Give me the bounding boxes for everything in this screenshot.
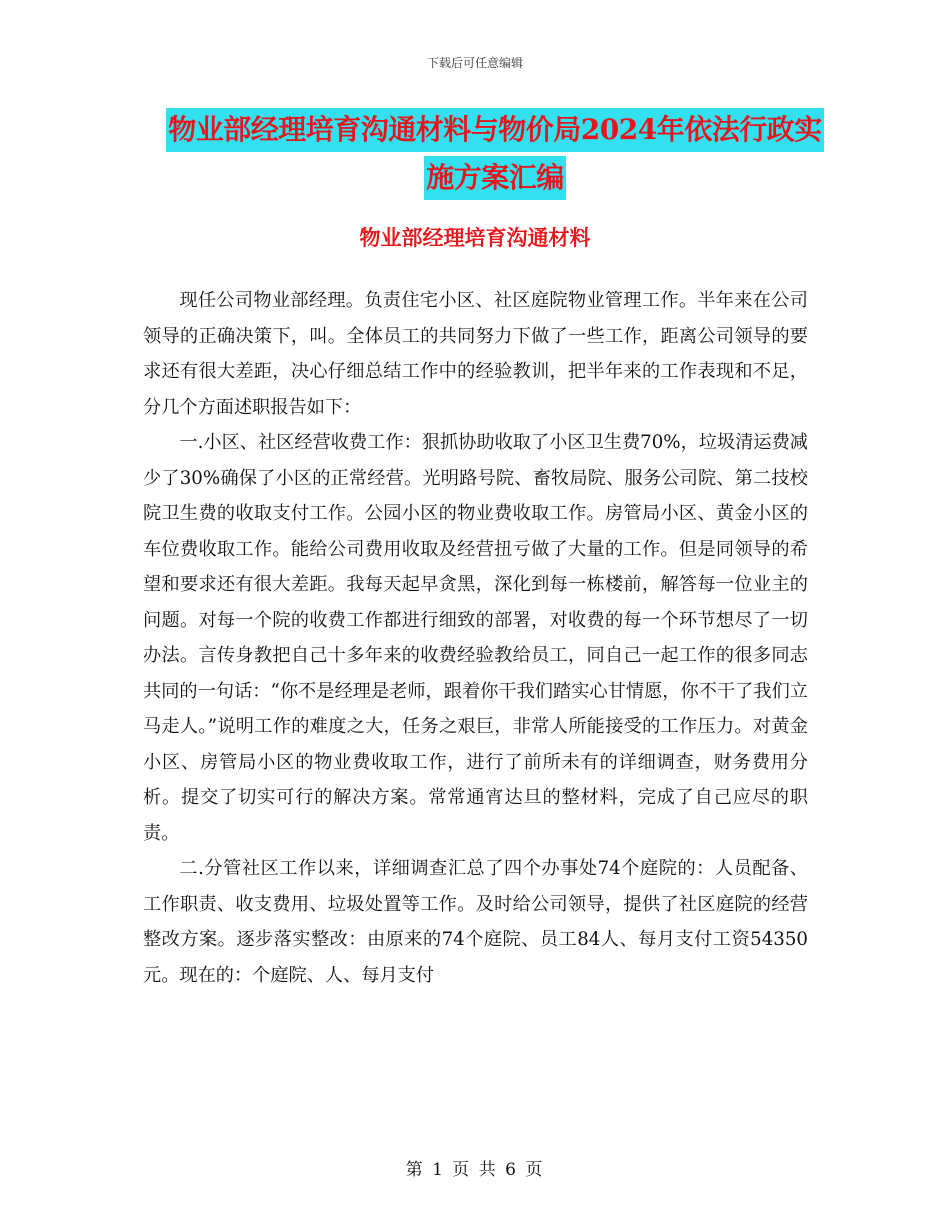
title-line-2: 施方案汇编	[424, 156, 566, 200]
body-text	[143, 283, 808, 993]
paragraph-intro: 现任公司物业部经理。负责住宅小区、社区庭院物业管理工作。半年来在公司领导的正确决策下，叫。全体员工的共同努力下做了一些工作，距离公司领导的要求还有很大差距，决心仔细总结工作中的经验教训，把半年来的工作表现和不足，分几个方面述职报告如下：	[143, 290, 808, 418]
paragraph-item-2: 二.分管社区工作以来，详细调查汇总了四个办事处74个庭院的：人员配备、工作职责、收支费用、垃圾处置等工作。及时给公司领导，提供了社区庭院的经营整改方案。逐步落实整改：由原来的74个庭院、员工84人、每月支付工资54350元。现在的：个庭院、人、每月支付	[143, 858, 808, 986]
paragraph-item-1: 一.小区、社区经营收费工作：狠抓协助收取了小区卫生费70%，垃圾清运费减少了30%确保了小区的正常经营。光明路号院、畜牧局院、服务公司院、第二技校院卫生费的收取支付工作。公园小区的物业费收取工作。房管局小区、黄金小区的车位费收取工作。能给公司费用收取及经营扭亏做了大量的工作。但是同领导的希望和要求还有很大差距。我每天起早贪黑，深化到每一栋楼前，解答每一位业主的问题。对每一个院的收费工作都进行细致的部署，对收费的每一个环节想尽了一切办法。言传身教把自己十多年来的收费经验教给员工，同自己一起工作的很多同志共同的一句话：“你不是经理是老师，跟着你干我们踏实心甘情愿，你不干了我们立马走人。”说明工作的难度之大，任务之艰巨，非常人所能接受的工作压力。对黄金小区、房管局小区的物业费收取工作，进行了前所未有的详细调查，财务费用分析。提交了切实可行的解决方案。常常通宵达旦的整材料，完成了自己应尽的职责。	[143, 432, 808, 844]
section-title: 物业部经理培育沟通材料	[359, 225, 591, 250]
document-title	[140, 108, 850, 204]
title-line-1: 物业部经理培育沟通材料与物价局2024年依法行政实	[166, 108, 823, 152]
page-footer: 第 1 页 共 6 页	[405, 1160, 545, 1180]
header-note: 下载后可任意编辑	[426, 56, 523, 70]
